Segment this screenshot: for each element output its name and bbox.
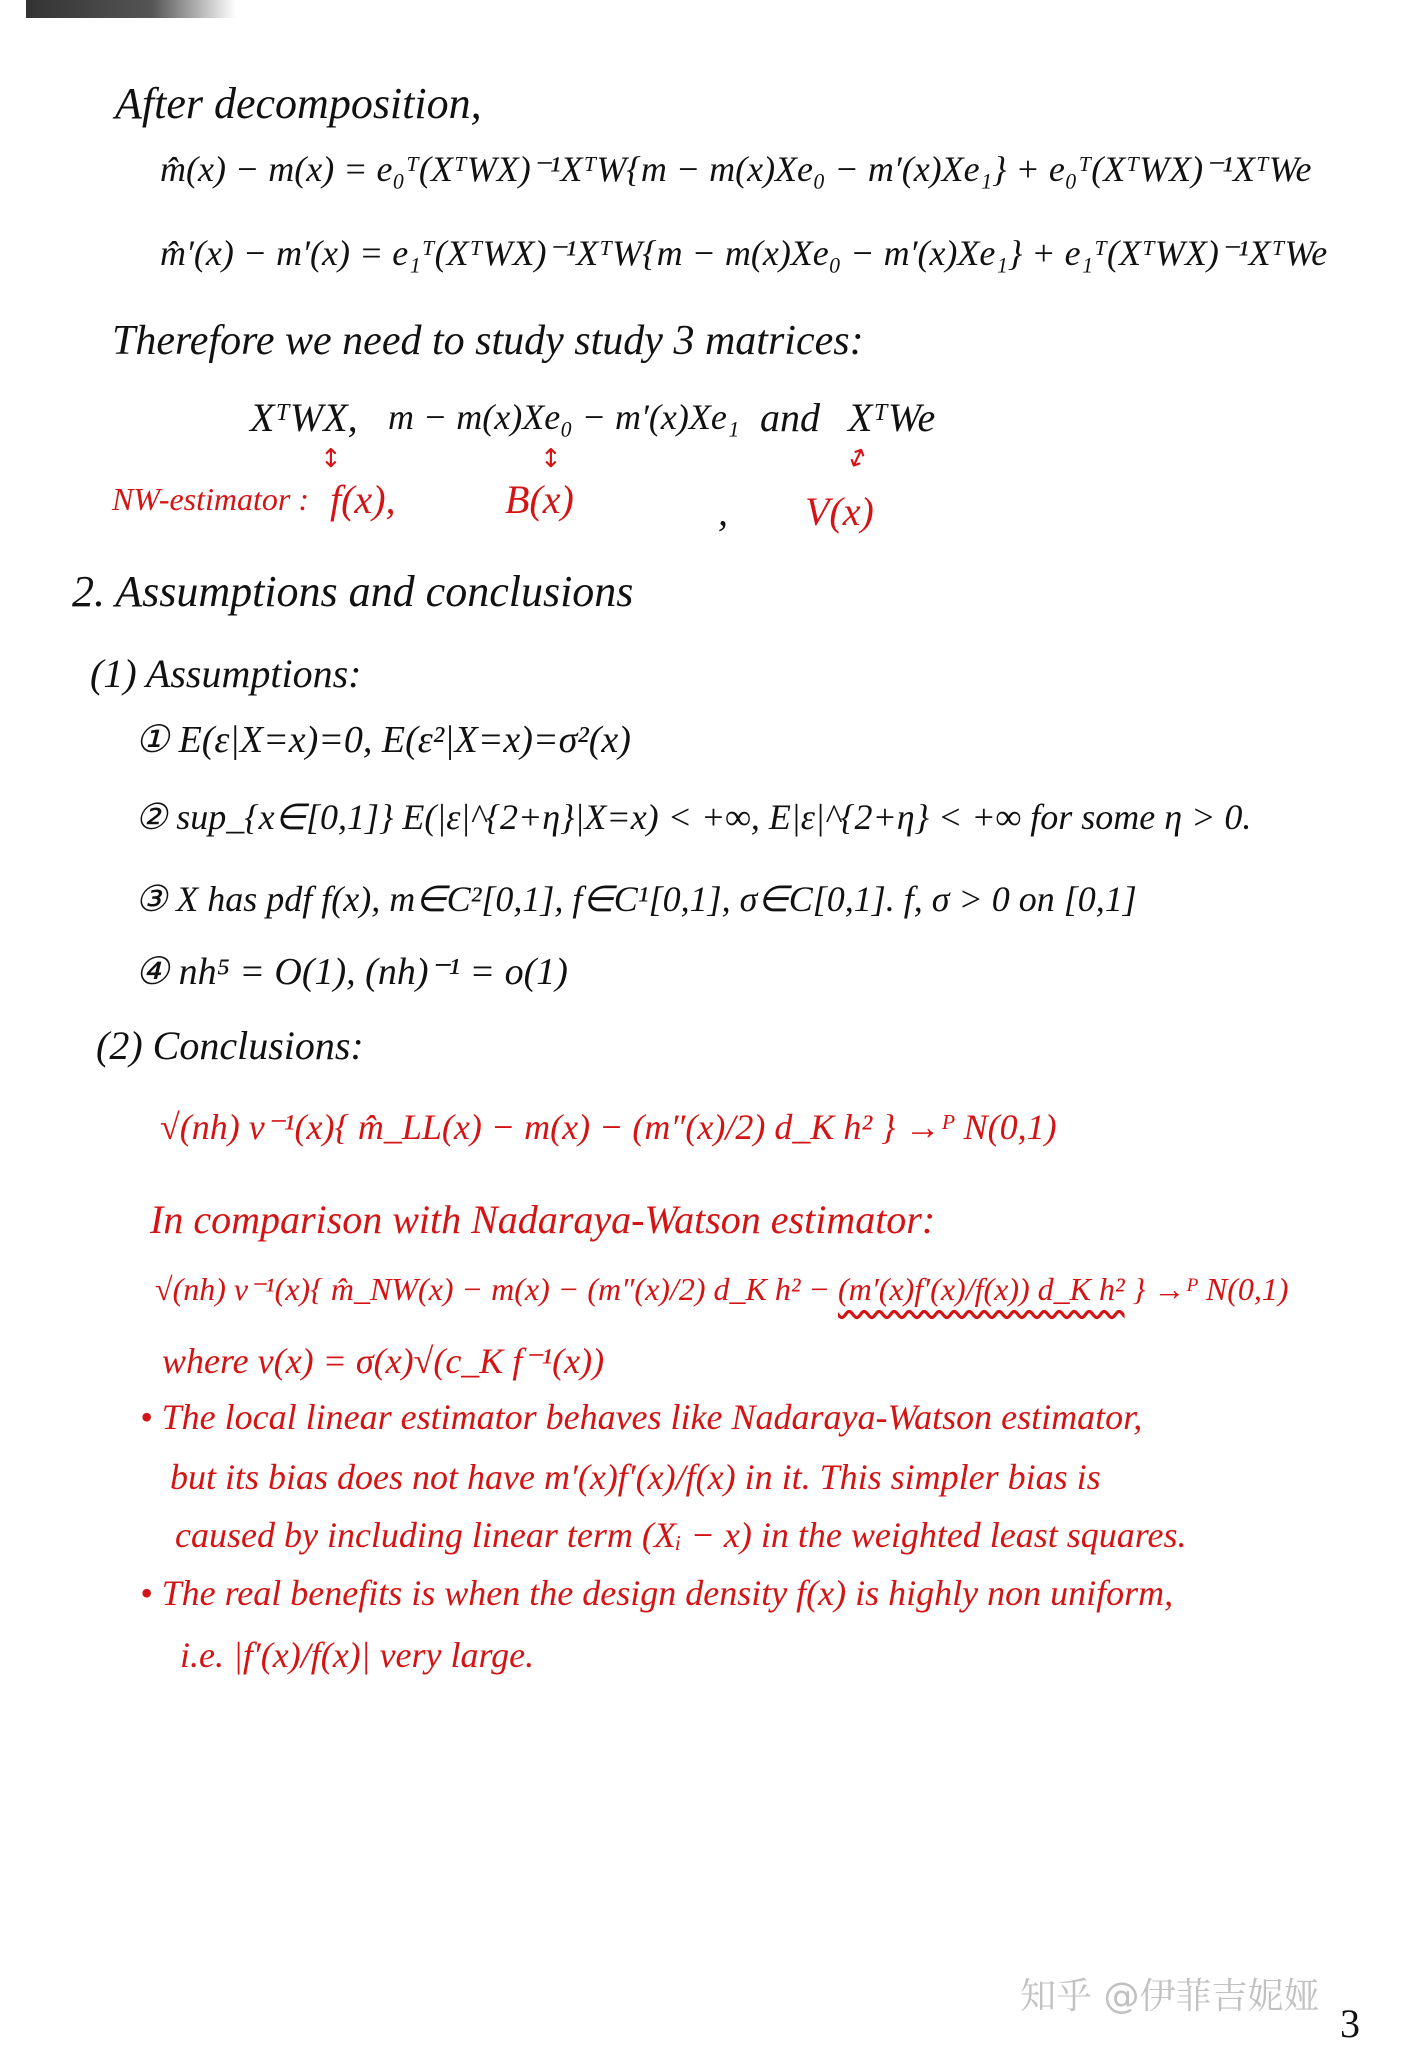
nw-v-term: V(x) (805, 489, 874, 534)
bullet-1-line-1: • The local linear estimator behaves like Nadaraya-Watson estimator, (140, 1397, 1143, 1437)
assumption-3: ③ X has pdf f(x), m∈C²[0,1], f∈C¹[0,1], σ∈C[0,1]. f, σ > 0 on [0,1] (135, 879, 1137, 919)
nw-comma: , (718, 489, 728, 534)
nw-result (155, 1272, 1289, 1307)
bullet-text: The real benefits is when the design density f(x) is highly non uniform, (161, 1573, 1174, 1613)
matrix-bias-term: m − m(x)Xe₀ − m′(x)Xe₁ (388, 397, 740, 437)
therefore-text: Therefore we need to study study 3 matrices: (112, 318, 864, 364)
and-text: and (760, 395, 820, 440)
nw-result-extra-bias: (m′(x)f′(x)/f(x)) d_K h² (838, 1271, 1125, 1307)
nw-b-term: B(x) (505, 477, 574, 522)
nw-estimator-label: NW-estimator : (112, 481, 310, 517)
equation-2: m̂′(x) − m′(x) = e₁ᵀ(XᵀWX)⁻¹XᵀW{m − m(x)Xe₀ − m′(x)Xe₁} + e₁ᵀ(XᵀWX)⁻¹XᵀWe (160, 233, 1328, 273)
local-linear-result: √(nh) v⁻¹(x){ m̂_LL(x) − m(x) − (m″(x)/2) d_K h² } →ᴾ N(0,1) (160, 1107, 1057, 1147)
arrow-icon: ↕ (320, 444, 342, 474)
page-number: 3 (1340, 2001, 1360, 2046)
watermark: 知乎 @伊菲吉妮娅 (1020, 1976, 1320, 2017)
scan-edge-shadow (26, 0, 236, 18)
bullet-1-line-2: but its bias does not have m′(x)f′(x)/f(x) in it. This simpler bias is (170, 1457, 1101, 1497)
section-title: 2. Assumptions and conclusions (72, 567, 634, 616)
arrow-icon: ↕ (840, 440, 874, 478)
assumption-4: ④ nh⁵ = O(1), (nh)⁻¹ = o(1) (135, 951, 568, 993)
bullet-2-line-1: • The real benefits is when the design density f(x) is highly non uniform, (140, 1573, 1174, 1613)
nw-result-tail: } →ᴾ N(0,1) (1124, 1271, 1289, 1307)
where-text: where v(x) = σ(x)√(c_K f⁻¹(x)) (162, 1341, 605, 1381)
nw-result-main: √(nh) v⁻¹(x){ m̂_NW(x) − m(x) − (m″(x)/2) d_K h² − (155, 1271, 838, 1307)
assumptions-heading: (1) Assumptions: (90, 651, 362, 696)
bullet-1-line-3: caused by including linear term (Xᵢ − x) in the weighted least squares. (175, 1515, 1187, 1555)
intro-text: After decomposition, (115, 79, 482, 128)
bullet-2-line-2: i.e. |f′(x)/f(x)| very large. (180, 1635, 535, 1675)
matrix-xtwe: XᵀWe (848, 395, 936, 440)
comparison-text: In comparison with Nadaraya-Watson estimator: (150, 1197, 936, 1242)
equation-1: m̂(x) − m(x) = e₀ᵀ(XᵀWX)⁻¹XᵀW{m − m(x)Xe₀ − m′(x)Xe₁} + e₀ᵀ(XᵀWX)⁻¹XᵀWe (160, 149, 1312, 189)
nw-f-term: f(x), (330, 477, 396, 522)
bullet-text: The local linear estimator behaves like Nadaraya-Watson estimator, (161, 1397, 1143, 1437)
assumption-2: ② sup_{x∈[0,1]} E(|ε|^{2+η}|X=x) < +∞, E|ε|^{2+η} < +∞ for some η > 0. (135, 797, 1252, 837)
conclusions-heading: (2) Conclusions: (96, 1023, 364, 1068)
arrow-icon: ↕ (540, 444, 562, 474)
matrix-xtwx: XᵀWX, (250, 395, 358, 440)
assumption-1: ① E(ε|X=x)=0, E(ε²|X=x)=σ²(x) (135, 719, 631, 761)
